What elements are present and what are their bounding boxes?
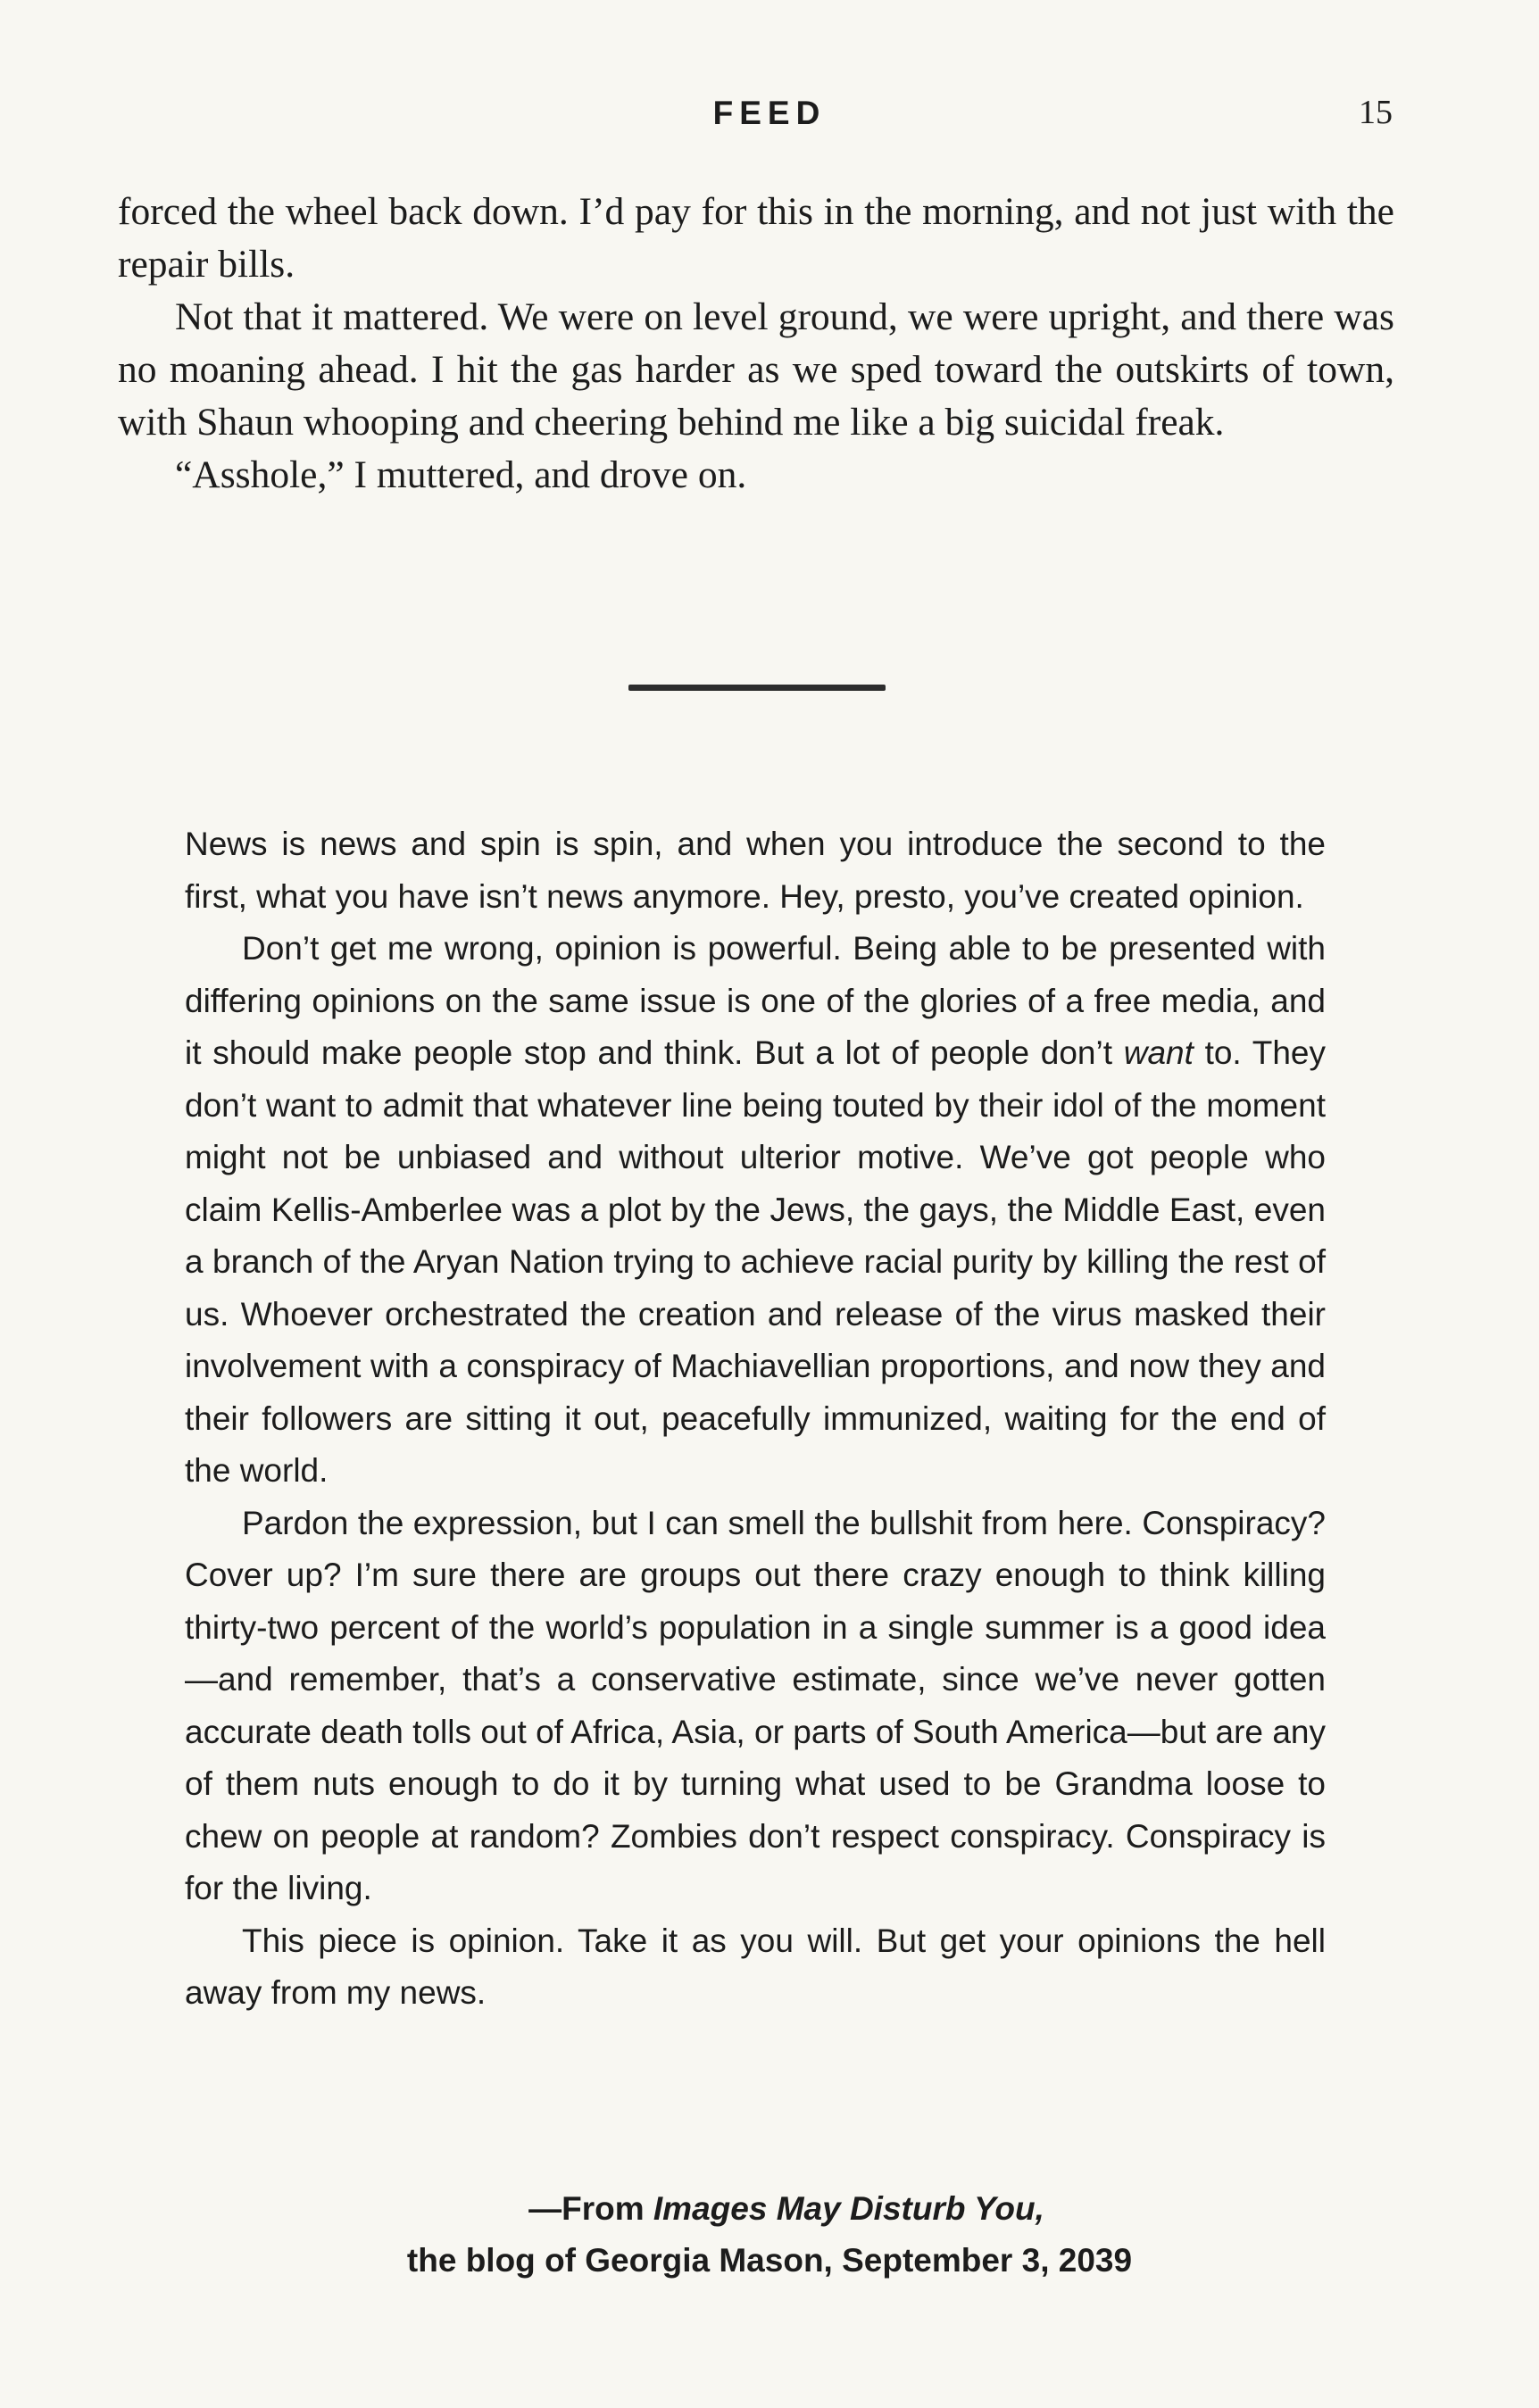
page-number: 15 (1359, 94, 1393, 131)
excerpt-paragraph: News is news and spin is spin, and when you introduce the second to the first, what you have isn’t news anymore. Hey, presto, you’ve created opinion. (185, 826, 1326, 915)
excerpt-text: to. They don’t want to admit that whatever line being touted by their idol of the moment might not be unbiased and without ulterior motive. We’ve got people who claim Kellis-Amberlee was a plot by the Jews, the gays, the Middle East, even a branch of the Aryan Nation trying to achieve racial purity by killing the rest of us. Whoever orchestrated the creation and release of the virus masked their involvement with a conspiracy of Machiavellian proportions, and now they and their followers are sitting it out, peacefully immunized, waiting for the end of the world. (185, 1034, 1326, 1489)
narrative-paragraph: “Asshole,” I muttered, and drove on. (175, 453, 747, 496)
attribution-source (17, 2183, 1539, 2235)
excerpt-text: Don’t get me wrong, opinion is powerful. Being able to be presented with differing opinions on the same issue is one of the glories of a free media, and it should make people stop and think. But a lot of people don’t (185, 930, 1326, 1071)
excerpt-paragraph (185, 923, 1326, 1498)
narrative-text (118, 186, 1394, 502)
blog-title: Images May Disturb You, (653, 2190, 1044, 2227)
attribution-byline: the blog of Georgia Mason, September 3, 2039 (406, 2242, 1133, 2279)
excerpt-paragraph: Pardon the expression, but I can smell the bullshit from here. Conspiracy? Cover up? I’m sure there are groups out there crazy enough to think killing thirty-two percent of the world’s population in a single summer is a good idea—and remember, that’s a conservative estimate, since we’ve never gotten accurate death tolls out of Africa, Asia, or parts of South America—but are any of them nuts enough to do it by turning what used to be Grandma loose to chew on people at random? Zombies don’t respect conspiracy. Conspiracy is for the living. (185, 1504, 1326, 1906)
attribution-prefix: —From (528, 2190, 653, 2227)
narrative-paragraph: Not that it mattered. We were on level ground, we were upright, and there was no moaning ahead. I hit the gas harder as we sped toward the outskirts of town, with Shaun whooping and cheering behind me like a big suicidal freak. (118, 295, 1394, 444)
running-head (0, 89, 1539, 143)
excerpt-emphasis: want (1123, 1034, 1194, 1071)
excerpt-paragraph: This piece is opinion. Take it as you will. But get your opinions the hell away from my news. (185, 1922, 1326, 2011)
section-divider (628, 685, 886, 691)
blog-excerpt (185, 818, 1326, 2020)
book-title: FEED (712, 95, 827, 131)
narrative-paragraph: forced the wheel back down. I’d pay for this in the morning, and not just with the repair bills. (118, 190, 1394, 286)
excerpt-attribution (0, 2183, 1539, 2287)
